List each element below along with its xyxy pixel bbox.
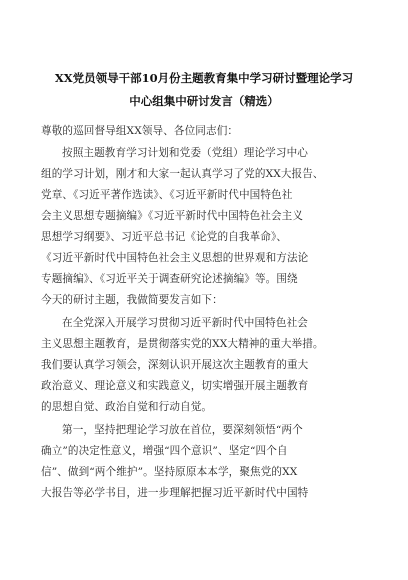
paragraph-2-line: 在全党深入开展学习贯彻习近平新时代中国特色社会 bbox=[62, 317, 308, 329]
paragraph-3-line: 第一，坚持把理论学习放在首位，要深刻领悟“两个 bbox=[62, 424, 303, 436]
paragraph-2-line: 我们要认真学习领会，深刻认识开展这次主题教育的重大 bbox=[41, 359, 309, 371]
paragraph-1-line: 专题摘编》、《习近平关于调查研究论述摘编》等。围绕 bbox=[41, 273, 298, 285]
paragraph-3-line: 信”、做到“两个维护”。坚持原原本本学，聚焦党的XX bbox=[41, 466, 298, 478]
paragraph-1-line: 《习近平新时代中国特色社会主义思想的世界观和方法论 bbox=[41, 252, 309, 264]
paragraph-1-line: 思想学习纲要》、习近平总书记《论党的自我革命》、 bbox=[41, 231, 288, 243]
paragraph-3-line: 确立”的决定性意义，增强“四个意识”、坚定“四个自 bbox=[41, 445, 288, 457]
paragraph-2-line: 主义思想主题教育，是贯彻落实党的XX大精神的重大举措。 bbox=[41, 338, 324, 350]
paragraph-1-line: 今天的研讨主题，我做简要发言如下： bbox=[41, 294, 223, 306]
document-title-line-2: 中心组集中研讨发言（精选） bbox=[129, 94, 279, 108]
paragraph-3-line: 大报告等必学书目，进一步理解把握习近平新时代中国特 bbox=[41, 487, 309, 499]
paragraph-1-line: 会主义思想专题摘编》《习近平新时代中国特色社会主义 bbox=[41, 210, 304, 222]
paragraph-1-line: 组的学习计划，刚才和大家一起认真学习了党的XX大报告、 bbox=[41, 168, 324, 180]
document-title-line-1: XX党员领导干部10月份主题教育集中学习研讨暨理论学习 bbox=[54, 71, 354, 85]
salutation: 尊敬的巡回督导组XX领导、各位同志们： bbox=[41, 125, 239, 137]
paragraph-2-line: 政治意义、理论意义和实践意义，切实增强开展主题教育 bbox=[41, 380, 309, 392]
paragraph-1-line: 按照主题教育学习计划和党委（党组）理论学习中心 bbox=[62, 147, 308, 159]
paragraph-1-line: 党章、《习近平著作选读》、《习近平新时代中国特色社 bbox=[41, 189, 293, 201]
paragraph-2-line: 的思想自觉、政治自觉和行动自觉。 bbox=[41, 401, 213, 413]
